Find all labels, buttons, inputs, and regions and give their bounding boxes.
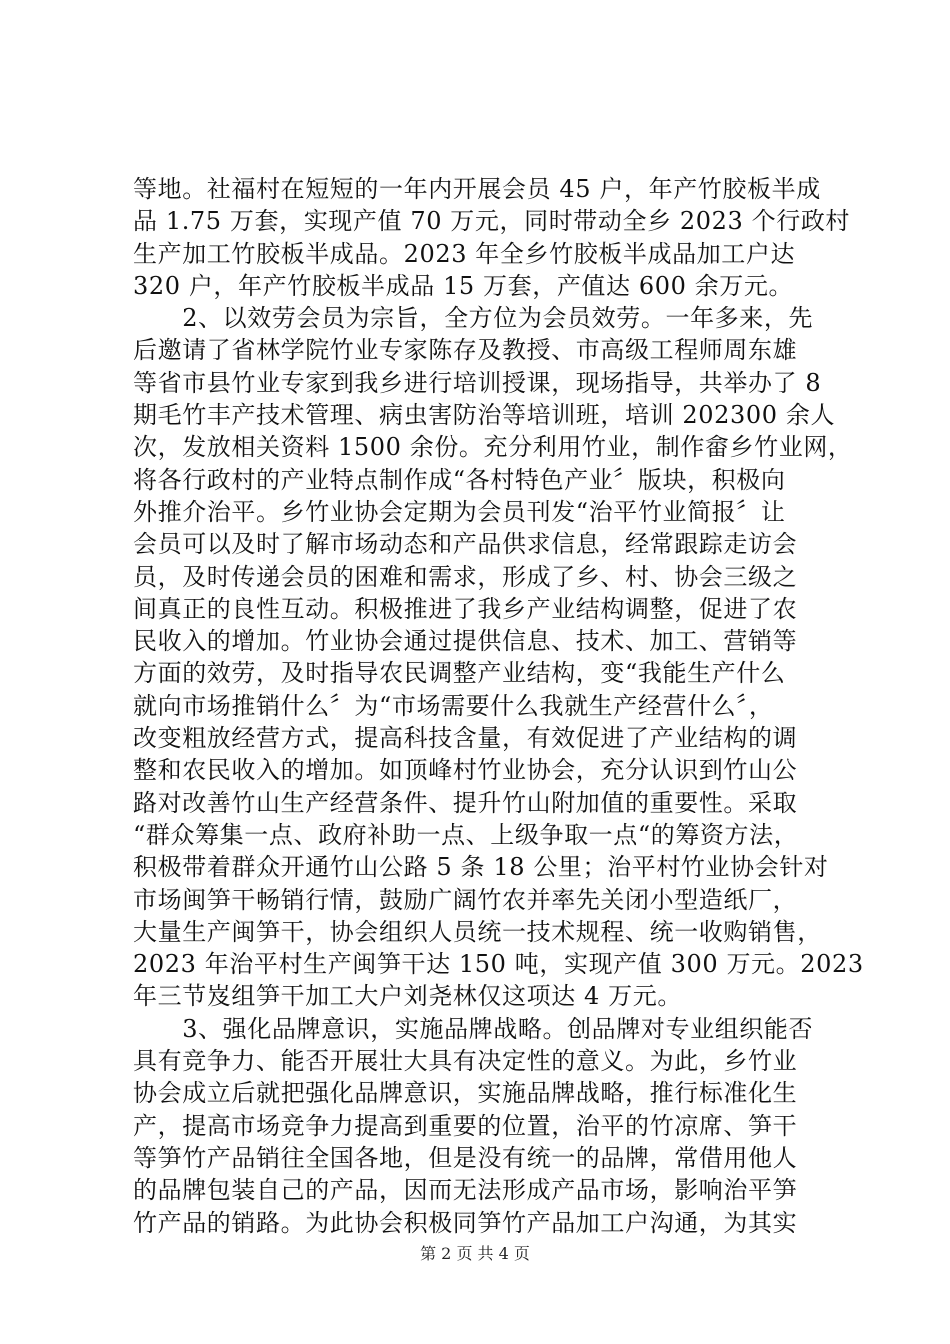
text-line: 整和农民收入的增加。如顶峰村竹业协会，充分认识到竹山公: [133, 756, 798, 785]
text-line: 市场闽笋干畅销行情，鼓励广阔竹农并率先关闭小型造纸厂，: [133, 885, 798, 914]
text-line: 协会成立后就把强化品牌意识，实施品牌战略，推行标准化生: [133, 1079, 798, 1108]
text-line: 等地。社福村在短短的一年内开展会员 45 户，年产竹胶板半成: [133, 175, 821, 203]
text-line: 期毛竹丰产技术管理、病虫害防治等培训班，培训 202300 余人: [133, 401, 836, 430]
text-line: 外推介治平。乡竹业协会定期为会员刊发“治平竹业简报〞让: [133, 497, 786, 526]
text-line: 就向市场推销什么〞为“市场需要什么我就生产经营什么〞，: [133, 691, 774, 720]
text-line: 2023 年治平村生产闽笋干达 150 吨，实现产值 300 万元。2023: [133, 950, 864, 979]
page-footer: 第 2 页 共 4 页: [420, 1244, 530, 1263]
text-line: 会员可以及时了解市场动态和产品供求信息，经常跟踪走访会: [133, 530, 798, 559]
text-line: 等笋竹产品销往全国各地，但是没有统一的品牌，常借用他人: [133, 1143, 798, 1172]
text-line: 改变粗放经营方式，提高科技含量，有效促进了产业结构的调: [133, 724, 798, 753]
text-line: 年三节岌组笋干加工大户刘尧林仅这项达 4 万元。: [133, 982, 682, 1011]
text-line: 3、强化品牌意识，实施品牌战略。创品牌对专业组织能否: [133, 1014, 814, 1043]
text-line: 路对改善竹山生产经营条件、提升竹山附加值的重要性。采取: [133, 788, 798, 817]
text-line: 生产加工竹胶板半成品。2023 年全乡竹胶板半成品加工户达: [133, 239, 796, 268]
text-line: 后邀请了省林学院竹业专家陈存及教授、市高级工程师周东雄: [133, 336, 798, 365]
text-line: 大量生产闽笋干，协会组织人员统一技术规程、统一收购销售，: [133, 917, 822, 946]
text-line: 品 1.75 万套，实现产值 70 万元，同时带动全乡 2023 个行政村: [133, 207, 851, 236]
text-line: 具有竞争力、能否开展壮大具有决定性的意义。为此，乡竹业: [133, 1047, 798, 1076]
text-line: 竹产品的销路。为此协会积极同笋竹产品加工户沟通，为其实: [133, 1208, 798, 1237]
text-line: 产，提高市场竞争力提高到重要的位置，治平的竹凉席、笋干: [133, 1111, 798, 1140]
text-line: 民收入的增加。竹业协会通过提供信息、技术、加工、营销等: [133, 627, 798, 656]
text-line: 2、以效劳会员为宗旨，全方位为会员效劳。一年多来，先: [133, 304, 814, 333]
text-line: 间真正的良性互动。积极推进了我乡产业结构调整，促进了农: [133, 594, 798, 623]
text-line: “群众筹集一点、政府补助一点、上级争取一点“的筹资方法，: [133, 820, 799, 849]
text-line: 积极带着群众开通竹山公路 5 条 18 公里；治平村竹业协会针对: [133, 853, 829, 882]
text-line: 等省市县竹业专家到我乡进行培训授课，现场指导，共举办了 8: [133, 368, 822, 397]
text-line: 将各行政村的产业特点制作成“各村特色产业〞版块，积极向: [133, 465, 786, 494]
text-line: 320 户，年产竹胶板半成品 15 万套，产值达 600 余万元。: [133, 271, 794, 300]
text-line: 方面的效劳，及时指导农民调整产业结构，变“我能生产什么: [133, 659, 786, 688]
text-line: 的品牌包装自己的产品，因而无法形成产品市场，影响治平笋: [133, 1176, 798, 1205]
text-line: 员，及时传递会员的困难和需求，形成了乡、村、协会三级之: [133, 562, 798, 591]
text-line: 次，发放相关资料 1500 余份。充分利用竹业，制作畲乡竹业网，: [133, 433, 853, 462]
body-text: [133, 173, 864, 1239]
